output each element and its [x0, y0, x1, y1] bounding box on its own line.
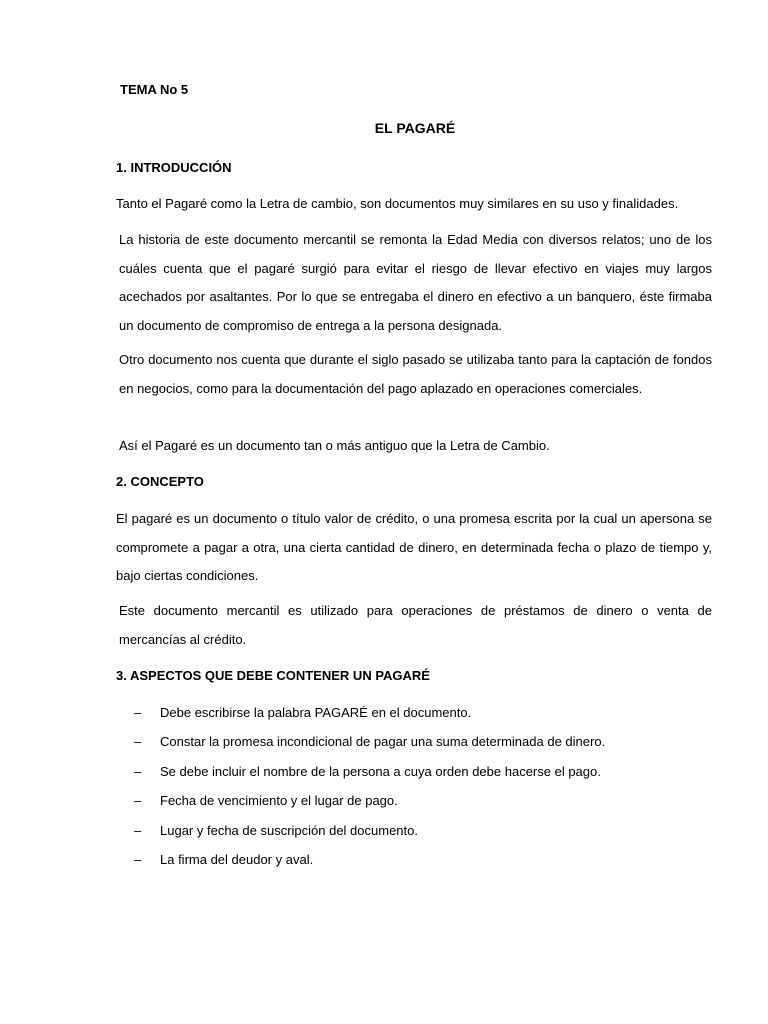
bullet-dash: – — [134, 822, 142, 838]
paragraph-concepto-2: Este documento mercantil es utilizado para operaciones de préstamos de dinero o venta de mercancías al crédito. — [119, 603, 712, 647]
list-item-text: La firma del deudor y aval. — [160, 851, 314, 867]
bullet-dash: – — [134, 763, 142, 779]
list-item-text: Constar la promesa incondicional de pagar una suma determinada de dinero. — [160, 734, 606, 750]
paragraph-intro-4: Así el Pagaré es un documento tan o más antiguo que la Letra de Cambio. — [119, 438, 550, 453]
list-item — [134, 790, 605, 819]
bullet-dash: – — [134, 851, 142, 867]
paragraph-concepto-1: El pagaré es un documento o título valor de crédito, o una promesa escrita por la cual un apersona se compromete a pagar a otra, una cierta cantidad de dinero, en determinada fecha o plazo de tiempo y, bajo ciertas condiciones. — [116, 511, 712, 583]
section-heading-concepto: 2. CONCEPTO — [116, 474, 204, 489]
list-item-text: Lugar y fecha de suscripción del documento. — [160, 822, 418, 838]
bullet-dash: – — [134, 793, 142, 809]
list-item-text: Debe escribirse la palabra PAGARÉ en el documento. — [160, 705, 472, 720]
list-item — [134, 849, 605, 878]
bullet-dash: – — [134, 734, 142, 750]
paragraph-intro-2: La historia de este documento mercantil se remonta la Edad Media con diversos relatos; uno de los cuáles cuenta que el pagaré surgió para evitar el riesgo de llevar efectivo en viajes muy largos acechados por asaltantes. Por lo que se entregaba el dinero en efectivo a un banquero, éste firmaba un documento de compromiso de entrega a la persona designada. — [119, 232, 712, 333]
aspects-list — [134, 702, 605, 878]
section-heading-aspectos: 3. ASPECTOS QUE DEBE CONTENER UN PAGARÉ — [116, 668, 430, 683]
list-item — [134, 820, 605, 849]
page-title: EL PAGARÉ — [374, 120, 456, 136]
list-item — [134, 731, 605, 760]
section-heading-introduccion: 1. INTRODUCCIÓN — [116, 160, 232, 175]
list-item — [134, 761, 605, 790]
bullet-dash: – — [134, 705, 142, 720]
topic-label: TEMA No 5 — [120, 82, 189, 97]
list-item — [134, 702, 605, 731]
list-item-text: Fecha de vencimiento y el lugar de pago. — [160, 793, 398, 809]
paragraph-intro-3: Otro documento nos cuenta que durante el siglo pasado se utilizaba tanto para la captación de fondos en negocios, como para la documentación del pago aplazado en operaciones comerciales. — [119, 352, 712, 396]
list-item-text: Se debe incluir el nombre de la persona a cuya orden debe hacerse el pago. — [160, 763, 601, 779]
paragraph-intro-1: Tanto el Pagaré como la Letra de cambio, son documentos muy similares en su uso y finalidades. — [116, 196, 679, 211]
